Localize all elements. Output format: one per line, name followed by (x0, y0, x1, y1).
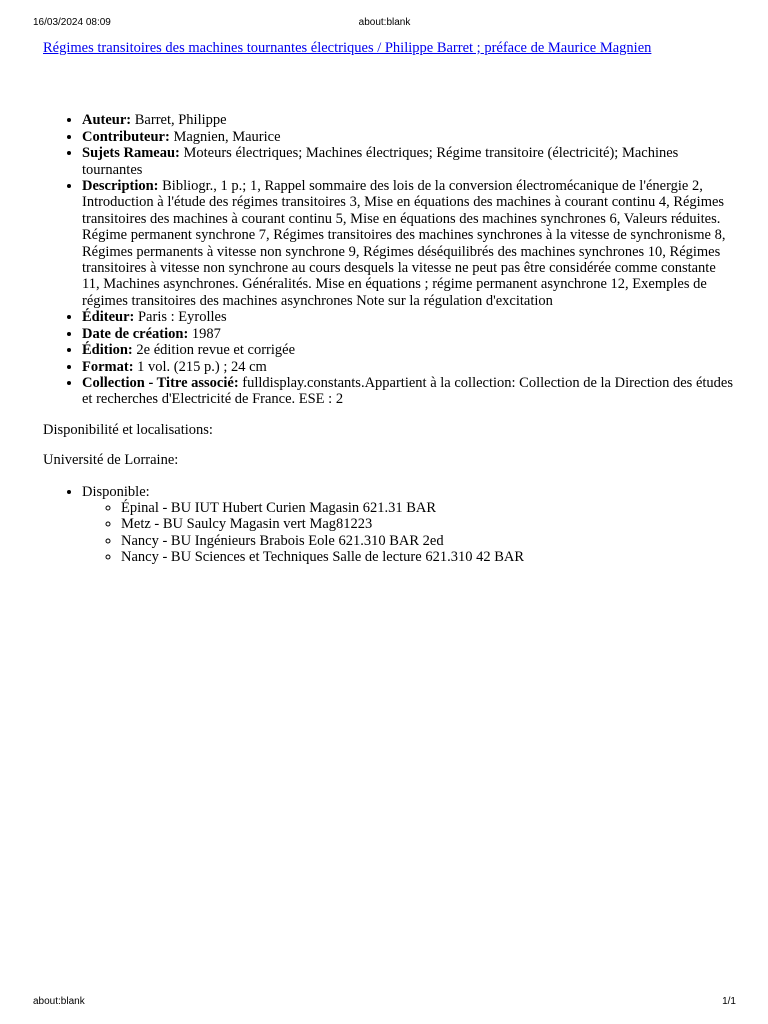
field-creation-date (82, 326, 733, 342)
location-item: ◦ Nancy - BU Sciences et Techniques Salle de lecture 621.310 42 BAR (121, 549, 733, 565)
print-footer (33, 996, 736, 1008)
location-item: ◦ Épinal - BU IUT Hubert Curien Magasin 621.31 BAR (121, 500, 733, 516)
availability-status: Disponible: (82, 483, 150, 500)
field-value: Magnien, Maurice (173, 128, 281, 145)
institution-name: Université de Lorraine: (43, 452, 179, 469)
print-header (33, 17, 736, 29)
field-label: Sujets Rameau: (82, 145, 180, 162)
field-value: Bibliogr., 1 p.; 1, Rappel sommaire des lois de la conversion électromécanique de l'énergie 2, Introduction à l'étude des régimes transitoires 3, Mise en équations des machines à courant continu 4, Régimes transitoires des machines à courant continu 5, Mise en équations des machines synchrones 6, Valeurs réduites. Régime permanent synchrone 7, Régimes transitoires des machines synchrones à la vitesse de synchronisme 8, Régimes permanents à vitesse non synchrone 9, Régimes déséquilibrés des machines synchrones 10, Régimes transitoires à vitesse non synchrone au cours desquels la vitesse ne peut pas être considérée comme constante 11, Machines asynchrones. Généralités. Mise en équations ; régime permanent asynchrone 12, Exemples de régimes transitoires des machines asynchrones Note sur la régulation d'excitation (82, 178, 726, 309)
record-content (43, 40, 733, 566)
field-label: Date de création: (82, 325, 189, 342)
field-label: Description: (82, 178, 159, 195)
field-subjects (82, 145, 733, 178)
record-title-link[interactable]: Régimes transitoires des machines tournantes électriques / Philippe Barret ; préface de Maurice Magnien (43, 40, 652, 56)
field-value: fulldisplay.constants.Appartient à la collection: Collection de la Direction des études et recherches d'Electricité de France. ESE : 2 (82, 374, 733, 408)
field-value: Barret, Philippe (134, 112, 227, 129)
field-edition (82, 342, 733, 358)
field-value: Moteurs électriques; Machines électriques; Régime transitoire (électricité); Machines tournantes (82, 145, 679, 178)
field-label: Édition: (82, 342, 133, 359)
field-label: Éditeur: (82, 309, 135, 326)
field-description (82, 178, 733, 309)
field-label: Auteur: (82, 112, 132, 129)
field-format (82, 359, 733, 375)
field-publisher (82, 309, 733, 325)
footer-page-number: 1/1 (722, 996, 736, 1007)
location-item: ◦ Nancy - BU Ingénieurs Brabois Eole 621.310 BAR 2ed (121, 533, 733, 549)
field-label: Contributeur: (82, 128, 170, 145)
field-label: Collection - Titre associé: (82, 374, 239, 391)
print-page-url: about:blank (358, 17, 411, 28)
record-fields-list (43, 112, 733, 407)
field-author (82, 112, 733, 128)
field-label: Format: (82, 358, 134, 375)
field-collection (82, 375, 733, 408)
location-item: ◦ Metz - BU Saulcy Magasin vert Mag81223 (121, 516, 733, 532)
availability-status-item (82, 484, 733, 566)
print-datetime: 16/03/2024 08:09 (33, 17, 111, 28)
field-value: 1 vol. (215 p.) ; 24 cm (137, 358, 267, 375)
field-value: 2e édition revue et corrigée (136, 342, 296, 359)
availability-heading: Disponibilité et localisations: (43, 421, 213, 438)
availability-list (43, 484, 733, 566)
field-value: 1987 (191, 325, 221, 342)
footer-page-url: about:blank (33, 996, 85, 1007)
field-contributor (82, 129, 733, 145)
field-value: Paris : Eyrolles (137, 309, 227, 326)
locations-list (82, 500, 733, 566)
